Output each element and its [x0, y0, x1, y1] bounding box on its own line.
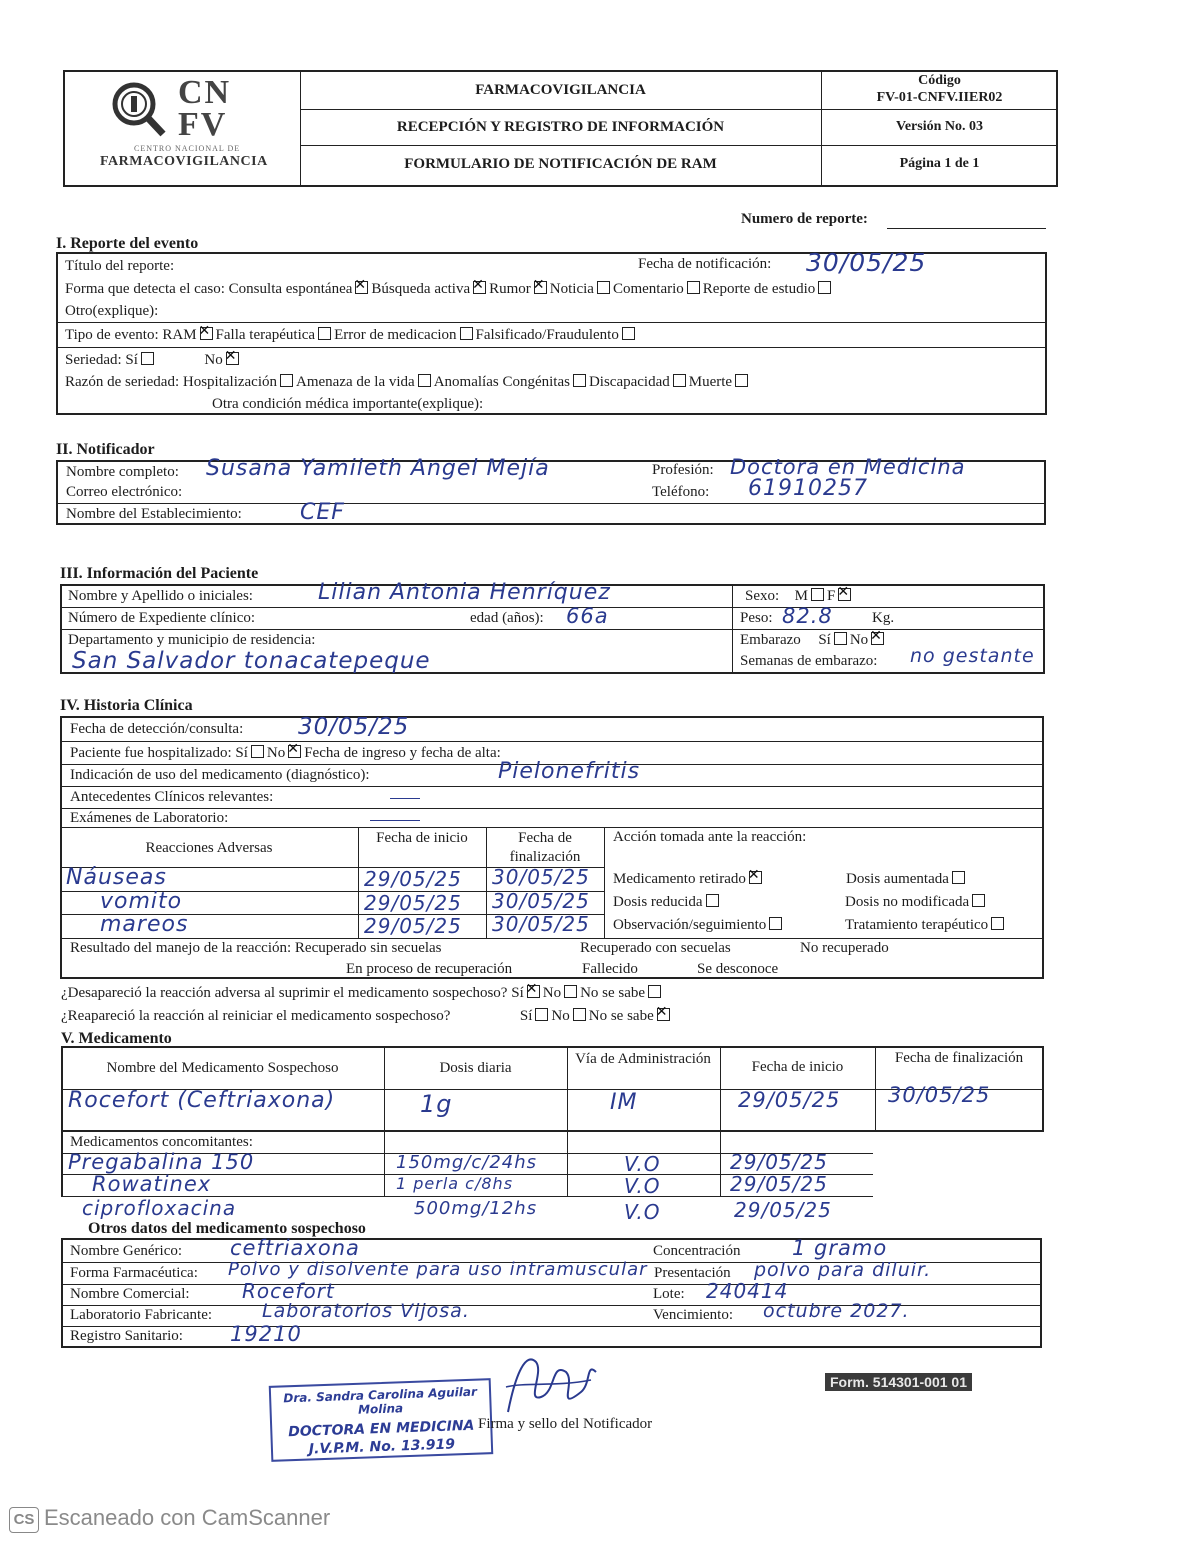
accion-aumentada [846, 871, 968, 888]
q2-no-checkbox[interactable] [573, 1008, 586, 1021]
dosis-no-mod-label: Dosis no modificada [845, 894, 970, 910]
paciente-nombre-label: Nombre y Apellido o iniciales: [68, 588, 253, 604]
concomitante-start[interactable]: 29/05/25 [734, 1198, 832, 1222]
reaction-name[interactable]: vomito [100, 889, 183, 914]
accion-reducida [613, 894, 722, 911]
med-retirado-label: Medicamento retirado [613, 871, 746, 887]
ingreso-label: Fecha de ingreso y fecha de alta: [304, 745, 501, 761]
telefono-value[interactable]: 61910257 [748, 476, 868, 501]
sexo-row [745, 588, 854, 605]
dosis-aumentada-checkbox[interactable] [952, 871, 965, 884]
logo-letters-top: CN [178, 74, 232, 111]
suspect-route[interactable]: IM [610, 1090, 638, 1115]
noticia-label: Noticia [549, 281, 594, 297]
concomitantes-label: Medicamentos concomitantes: [70, 1134, 253, 1150]
section5-heading: V. Medicamento [61, 1030, 172, 1047]
cnfv-logo [96, 76, 286, 181]
comercial-value[interactable]: Rocefort [242, 1279, 335, 1303]
presentacion-label: Presentación [654, 1265, 731, 1281]
fecha-notif-value[interactable]: 30/05/25 [806, 248, 927, 277]
col-fecha-fin: Fecha de finalización [509, 830, 581, 865]
forma-label: Forma que detecta el caso: Consulta espontánea [65, 281, 353, 297]
q2-nsb-label: No se sabe [588, 1008, 654, 1024]
titulo-label: Título del reporte: [65, 258, 175, 274]
generico-value[interactable]: ceftriaxona [230, 1236, 360, 1260]
reaction-start[interactable]: 29/05/25 [364, 867, 462, 891]
dosis-reducida-label: Dosis reducida [613, 894, 703, 910]
concomitante-name[interactable]: Rowatinex [92, 1172, 212, 1196]
camscanner-logo [9, 1507, 39, 1533]
q2-si-label: Sí [519, 1008, 533, 1024]
profesion-value[interactable]: Doctora en Medicina [730, 455, 966, 479]
q2-nsb-checkbox[interactable] [657, 1008, 670, 1021]
section4-heading: IV. Historia Clínica [60, 697, 193, 714]
amenaza-checkbox[interactable] [418, 374, 431, 387]
dosis-aumentada-label: Dosis aumentada [846, 871, 949, 887]
concomitante-name[interactable]: Pregabalina 150 [68, 1150, 255, 1174]
hospitalizado-no-checkbox[interactable] [288, 745, 301, 758]
amenaza-label: Amenaza de la vida [296, 374, 415, 390]
discapacidad-checkbox[interactable] [673, 374, 686, 387]
accion-observacion [613, 917, 785, 934]
sexo-m-label: M [794, 588, 809, 604]
presentacion-value[interactable]: polvo para diluir. [754, 1259, 932, 1281]
razon-row [65, 374, 751, 391]
consulta-checkbox[interactable] [355, 281, 368, 294]
dosis-reducida-checkbox[interactable] [706, 894, 719, 907]
concomitante-route[interactable]: V.O [624, 1152, 661, 1176]
seriedad-no-checkbox[interactable] [226, 352, 239, 365]
suspect-end[interactable]: 30/05/25 [888, 1083, 991, 1107]
otra-condicion-label: Otra condición médica importante(explique): [212, 396, 484, 412]
code-label: Código [918, 73, 961, 88]
q1-no-checkbox[interactable] [564, 985, 577, 998]
form-code: Form. 514301-001 01 [825, 1373, 972, 1391]
col-med-fin: Fecha de finalización [894, 1050, 1024, 1066]
muerte-label: Muerte [688, 374, 733, 390]
seriedad-row [65, 352, 242, 369]
seriedad-label: Seriedad: [65, 352, 122, 368]
telefono-label: Teléfono: [652, 484, 710, 500]
embarazo-si-label: Sí [818, 632, 831, 648]
concentracion-value[interactable]: 1 gramo [792, 1236, 888, 1260]
seriedad-si-label: Sí [125, 352, 138, 368]
error-label: Error de medicacion [334, 327, 457, 343]
embarazo-no-checkbox[interactable] [871, 632, 884, 645]
anomalias-checkbox[interactable] [573, 374, 586, 387]
suspect-dose[interactable]: 1g [420, 1090, 453, 1118]
anomalias-label: Anomalías Congénitas [433, 374, 570, 390]
no-recuperado-label[interactable]: No recuperado [800, 940, 889, 956]
logo-letters-bottom: FV [178, 106, 228, 143]
section3-heading: III. Información del Paciente [60, 565, 259, 582]
laboratorio-value[interactable]: Laboratorios Vijosa. [262, 1300, 470, 1322]
camscanner-logo-text: CS [13, 1511, 35, 1528]
tipo-label: Tipo de evento: RAM [65, 327, 197, 343]
q2-row [61, 1008, 673, 1025]
embarazo-si-checkbox[interactable] [834, 632, 847, 645]
muerte-checkbox[interactable] [735, 374, 748, 387]
col-fecha-inicio: Fecha de inicio [376, 830, 468, 846]
reaction-end[interactable]: 30/05/25 [492, 865, 590, 889]
q1-nsb-checkbox[interactable] [648, 985, 661, 998]
establecimiento-label: Nombre del Establecimiento: [66, 506, 242, 522]
expediente-label: Número de Expediente clínico: [68, 610, 256, 626]
registro-label: Registro Sanitario: [70, 1328, 183, 1344]
notificador-nombre-value[interactable]: Susana Yamileth Angel Mejía [206, 456, 550, 481]
peso-label: Peso: [740, 610, 773, 626]
reaction-start[interactable]: 29/05/25 [364, 891, 462, 915]
fallecido-label[interactable]: Fallecido [582, 961, 638, 977]
indicacion-label: Indicación de uso del medicamento (diagnóstico): [70, 767, 370, 783]
recuperado-con-label[interactable]: Recuperado con secuelas [580, 940, 731, 956]
q2-si-checkbox[interactable] [535, 1008, 548, 1021]
q1-no-label: No [542, 985, 562, 1001]
busqueda-label: Búsqueda activa [371, 281, 471, 297]
stamp-line1: Dra. Sandra Carolina Aguilar Molina [283, 1384, 478, 1417]
rumor-label: Rumor [489, 281, 531, 297]
laboratorio-label: Laboratorio Fabricante: [70, 1307, 213, 1323]
edad-value[interactable]: 66a [566, 604, 609, 628]
concentracion-label: Concentración [653, 1243, 741, 1259]
camscanner-footer: Escaneado con CamScanner [44, 1505, 331, 1530]
establecimiento-value[interactable]: CEF [300, 500, 345, 525]
semanas-value[interactable]: no gestante [910, 645, 1035, 667]
en-proceso-label[interactable]: En proceso de recuperación [346, 961, 513, 977]
depto-value[interactable]: San Salvador tonacatepeque [72, 648, 431, 674]
comentario-label: Comentario [612, 281, 684, 297]
header-title-3: FORMULARIO DE NOTIFICACIÓN DE RAM [404, 156, 717, 172]
concomitante-start[interactable]: 29/05/25 [730, 1172, 828, 1196]
sexo-f-label: F [827, 588, 836, 604]
stamp-line2: DOCTORA EN MEDICINA [287, 1417, 475, 1441]
concomitante-dose[interactable]: 500mg/12hs [414, 1198, 538, 1219]
reaction-name[interactable]: mareos [100, 912, 189, 937]
observacion-label: Observación/seguimiento [613, 917, 767, 933]
section2-heading: II. Notificador [56, 441, 155, 458]
falsificado-checkbox[interactable] [622, 327, 635, 340]
col-dosis: Dosis diaria [439, 1060, 512, 1076]
generico-label: Nombre Genérico: [70, 1243, 183, 1259]
magnifier-icon [108, 78, 168, 138]
comercial-label: Nombre Comercial: [70, 1286, 190, 1302]
correo-label: Correo electrónico: [66, 484, 183, 500]
header-title-1: FARMACOVIGILANCIA [475, 82, 646, 98]
section1-heading: I. Reporte del evento [56, 235, 199, 252]
resultado-label: Resultado del manejo de la reacción: Recuperado sin secuelas [70, 940, 442, 956]
embarazo-no-label: No [849, 632, 869, 648]
notificador-nombre-label: Nombre completo: [66, 464, 179, 480]
registro-value[interactable]: 19210 [230, 1322, 302, 1346]
observacion-checkbox[interactable] [769, 917, 782, 930]
tipo-row [65, 327, 638, 344]
accion-retirado [613, 871, 765, 888]
semanas-label: Semanas de embarazo: [740, 653, 878, 669]
forma-row [65, 281, 834, 298]
logo-sub1: CENTRO NACIONAL DE [134, 144, 241, 153]
reaction-end[interactable]: 30/05/25 [492, 912, 590, 936]
version: Versión No. 03 [896, 119, 983, 134]
reaction-name[interactable]: Náuseas [66, 865, 167, 890]
med-retirado-checkbox[interactable] [749, 871, 762, 884]
se-desconoce-label[interactable]: Se desconoce [697, 961, 779, 977]
hospitalizado-no-label: No [266, 745, 286, 761]
accion-tratamiento [845, 917, 1007, 934]
col-med-inicio: Fecha de inicio [751, 1059, 844, 1075]
stamp-line3: J.V.P.M. No. 13.919 [308, 1436, 456, 1458]
col-reacciones: Reacciones Adversas [145, 840, 273, 856]
logo-sub2: FARMACOVIGILANCIA [100, 154, 268, 169]
profesion-label: Profesión: [652, 462, 714, 478]
concomitante-route[interactable]: V.O [624, 1174, 661, 1198]
accion-no-mod [845, 894, 988, 911]
busqueda-checkbox[interactable] [473, 281, 486, 294]
q1-si-label: Sí [511, 985, 524, 1001]
col-via: Vía de Administración [575, 1051, 711, 1067]
falsificado-label: Falsificado/Fraudulento [475, 327, 619, 343]
hospitalizado-si-checkbox[interactable] [251, 745, 264, 758]
q1-row [61, 985, 664, 1002]
doctor-stamp [269, 1378, 494, 1462]
falla-label: Falla terapéutica [215, 327, 316, 343]
edad-label: edad (años): [470, 610, 544, 626]
concomitante-dose[interactable]: 150mg/c/24hs [396, 1152, 538, 1173]
concomitante-dose[interactable]: 1 perla c/8hs [396, 1174, 514, 1193]
suspect-name[interactable]: Rocefort (Ceftriaxona) [68, 1088, 336, 1113]
hospitalizado-row [70, 745, 501, 762]
embarazo-label: Embarazo [740, 632, 801, 648]
forma-farmaceutica-value[interactable]: Polvo y disolvente para uso intramuscular [228, 1259, 648, 1280]
otros-datos-box [61, 1238, 1042, 1348]
peso-unit: Kg. [872, 610, 895, 626]
embarazo-row [740, 632, 887, 649]
firma-label: Firma y sello del Notificador [478, 1416, 653, 1432]
tratamiento-label: Tratamiento terapéutico [845, 917, 989, 933]
vencimiento-value[interactable]: octubre 2027. [763, 1300, 910, 1322]
error-checkbox[interactable] [460, 327, 473, 340]
lote-value[interactable]: 240414 [706, 1279, 789, 1303]
seriedad-si-checkbox[interactable] [141, 352, 154, 365]
vencimiento-label: Vencimiento: [653, 1307, 733, 1323]
falla-checkbox[interactable] [318, 327, 331, 340]
q1-label: ¿Desapareció la reacción adversa al suprimir el medicamento sospechoso? [61, 985, 508, 1001]
otro-label: Otro(explique): [65, 303, 159, 319]
report-number-label: Numero de reporte: [741, 211, 868, 227]
depto-label: Departamento y municipio de residencia: [68, 632, 316, 648]
lote-label: Lote: [653, 1286, 685, 1302]
code-value: FV-01-CNFV.IIER02 [876, 90, 1003, 105]
comentario-checkbox[interactable] [687, 281, 700, 294]
ram-checkbox[interactable] [200, 327, 213, 340]
q1-nsb-label: No se sabe [580, 985, 646, 1001]
suspect-start[interactable]: 29/05/25 [738, 1088, 841, 1112]
razon-label: Razón de seriedad: Hospitalización [65, 374, 278, 390]
concomitante-name[interactable]: ciprofloxacina [82, 1196, 237, 1220]
page-number: Página 1 de 1 [899, 156, 980, 171]
reaction-start[interactable]: 29/05/25 [364, 914, 462, 938]
paciente-nombre-value[interactable]: Lilian Antonia Henríquez [318, 580, 611, 605]
col-med-nombre: Nombre del Medicamento Sospechoso [106, 1060, 339, 1076]
q2-label: ¿Reapareció la reacción al reiniciar el medicamento sospechoso? [61, 1008, 451, 1024]
indicacion-value[interactable]: Pielonefritis [498, 759, 641, 784]
sexo-f-checkbox[interactable] [838, 588, 851, 601]
concomitante-start[interactable]: 29/05/25 [730, 1150, 828, 1174]
forma-farmaceutica-label: Forma Farmacéutica: [70, 1265, 198, 1281]
fecha-notif-label: Fecha de notificación: [638, 256, 772, 272]
col-accion: Acción tomada ante la reacción: [613, 829, 807, 845]
q2-no-label: No [551, 1008, 570, 1024]
fecha-deteccion-value[interactable]: 30/05/25 [298, 714, 410, 740]
seriedad-no-label: No [204, 352, 223, 368]
sexo-m-checkbox[interactable] [811, 588, 824, 601]
fecha-deteccion-label: Fecha de detección/consulta: [70, 721, 244, 737]
noticia-checkbox[interactable] [597, 281, 610, 294]
hospitalizacion-checkbox[interactable] [280, 374, 293, 387]
tratamiento-checkbox[interactable] [991, 917, 1004, 930]
rumor-checkbox[interactable] [534, 281, 547, 294]
report-number-field[interactable] [887, 228, 1046, 229]
examenes-label: Exámenes de Laboratorio: [70, 810, 229, 826]
discapacidad-label: Discapacidad [588, 374, 670, 390]
dosis-no-mod-checkbox[interactable] [972, 894, 985, 907]
q1-si-checkbox[interactable] [527, 985, 540, 998]
hospitalizado-label: Paciente fue hospitalizado: Sí [70, 745, 248, 761]
reporte-estudio-label: Reporte de estudio [702, 281, 816, 297]
antecedentes-label: Antecedentes Clínicos relevantes: [70, 789, 274, 805]
reaction-end[interactable]: 30/05/25 [492, 889, 590, 913]
otros-datos-heading: Otros datos del medicamento sospechoso [88, 1220, 366, 1237]
peso-value[interactable]: 82.8 [782, 604, 833, 628]
sexo-label: Sexo: [745, 588, 780, 604]
reporte-estudio-checkbox[interactable] [818, 281, 831, 294]
header-title-2: RECEPCIÓN Y REGISTRO DE INFORMACIÓN [396, 119, 725, 135]
concomitante-route[interactable]: V.O [624, 1200, 661, 1224]
